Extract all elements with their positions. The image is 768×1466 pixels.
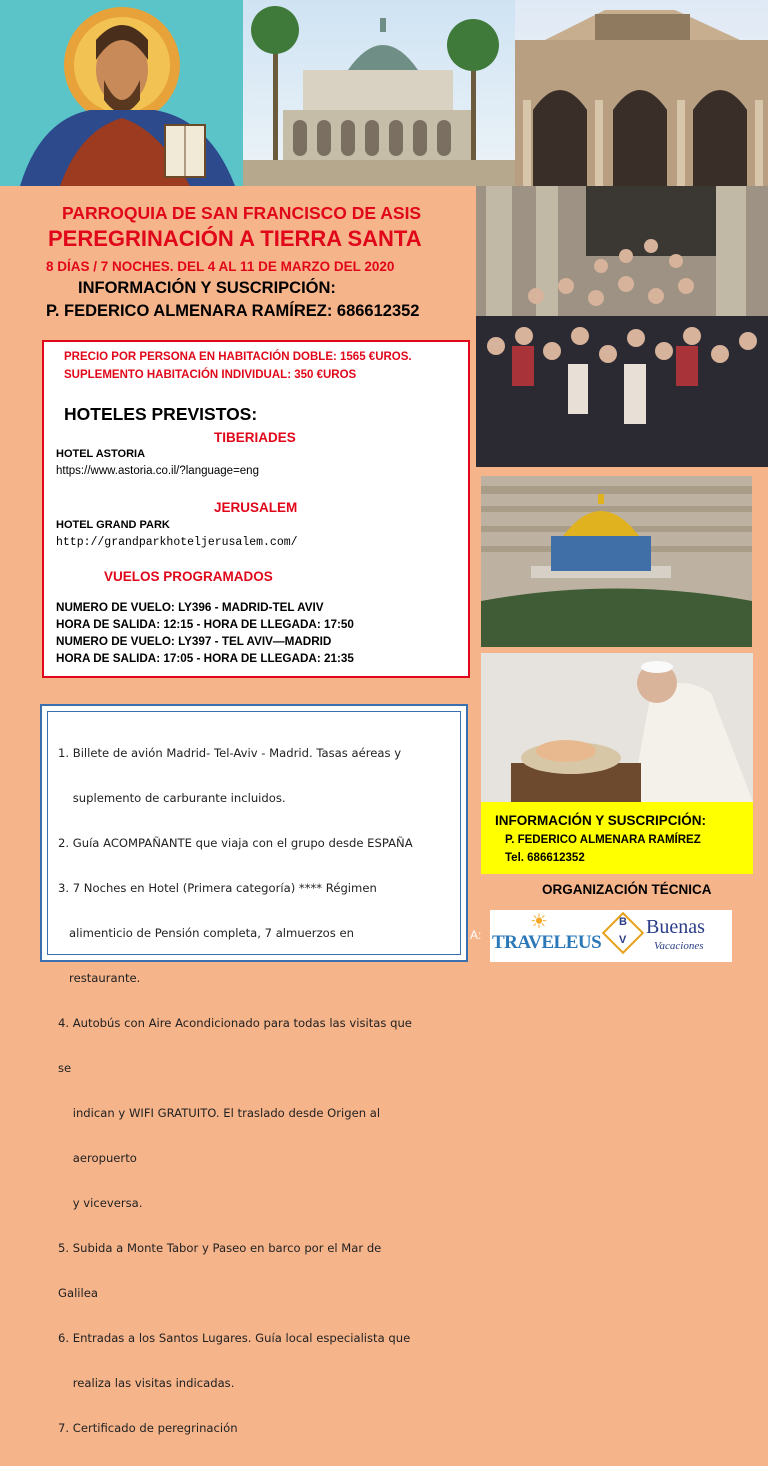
pope-nativity-photo bbox=[481, 653, 753, 802]
traveleus-logo bbox=[492, 912, 602, 960]
sun-icon: ☀ bbox=[530, 911, 548, 933]
include-line: Galilea bbox=[58, 1286, 98, 1300]
include-line: 5. Subida a Monte Tabor y Paseo en barco por el Mar de bbox=[58, 1241, 382, 1255]
price-single-supplement: SUPLEMENTO HABITACIÓN INDIVIDUAL: 350 €UROS bbox=[64, 369, 357, 381]
include-line: 1. Billete de avión Madrid- Tel-Aviv - Madrid. Tasas aéreas y bbox=[58, 746, 402, 760]
pilgrim-group-photo bbox=[476, 186, 768, 467]
christ-icon-photo bbox=[0, 0, 243, 186]
jerusalem-dome-photo bbox=[481, 476, 752, 647]
parish-name: PARROQUIA DE SAN FRANCISCO DE ASIS bbox=[62, 203, 422, 223]
traveleus-wordmark: TRAVELEUS bbox=[492, 932, 602, 953]
flights-list bbox=[56, 599, 354, 667]
includes-list bbox=[58, 716, 462, 1435]
city-tiberiades: TIBERIADES bbox=[214, 430, 296, 445]
hotels-heading: HOTELES PREVISTOS: bbox=[64, 404, 258, 424]
contact-line: P. FEDERICO ALMENARA RAMÍREZ: 686612352 bbox=[46, 302, 420, 320]
include-line: aeropuerto bbox=[58, 1151, 137, 1165]
trip-dates: 8 DÍAS / 7 NOCHES. DEL 4 AL 11 DE MARZO DEL 2020 bbox=[46, 259, 395, 274]
vacaciones-wordmark: Vacaciones bbox=[654, 940, 704, 952]
contact-info-box bbox=[481, 802, 753, 874]
hotel-astoria-link[interactable]: https://www.astoria.co.il/?language=eng bbox=[56, 465, 259, 477]
includes-box bbox=[40, 704, 468, 1435]
contact-info-name: P. FEDERICO ALMENARA RAMÍREZ bbox=[505, 834, 701, 846]
church-beatitudes-photo bbox=[243, 0, 515, 186]
include-line: 7. Certificado de peregrinación bbox=[58, 1421, 238, 1435]
buenas-wordmark: Buenas bbox=[646, 916, 705, 938]
page-title: PEREGRINACIÓN A TIERRA SANTA bbox=[48, 226, 422, 251]
trip-details-box bbox=[42, 340, 470, 678]
flight-line: NUMERO DE VUELO: LY396 - MADRID-TEL AVIV bbox=[56, 601, 324, 614]
include-line: se bbox=[58, 1061, 72, 1075]
flight-line: HORA DE SALIDA: 12:15 - HORA DE LLEGADA: 17:50 bbox=[56, 618, 354, 631]
basilica-agony-photo bbox=[515, 0, 768, 186]
include-line: y viceversa. bbox=[58, 1196, 143, 1210]
include-line: restaurante. bbox=[58, 971, 141, 985]
include-line: indican y WIFI GRATUITO. El traslado desde Origen al bbox=[58, 1106, 381, 1120]
city-jerusalem: JERUSALEM bbox=[214, 500, 298, 515]
hotel-grand-park-link[interactable]: http://grandparkhoteljerusalem.com/ bbox=[56, 536, 298, 549]
flights-heading: VUELOS PROGRAMADOS bbox=[104, 569, 273, 584]
stray-mark: A: bbox=[470, 928, 482, 942]
contact-info-phone: Tel. 686612352 bbox=[505, 852, 585, 864]
bv-mark-v: V bbox=[619, 934, 627, 946]
include-line: suplemento de carburante incluidos. bbox=[58, 791, 286, 805]
flight-line: HORA DE SALIDA: 17:05 - HORA DE LLEGADA: 21:35 bbox=[56, 652, 354, 665]
flight-line: NUMERO DE VUELO: LY397 - TEL AVIV—MADRID bbox=[56, 635, 332, 648]
organization-heading: ORGANIZACIÓN TÉCNICA bbox=[542, 882, 712, 897]
hotel-astoria-name: HOTEL ASTORIA bbox=[56, 448, 146, 460]
logos-panel bbox=[490, 910, 732, 962]
include-line: 6. Entradas a los Santos Lugares. Guía local especialista que bbox=[58, 1331, 411, 1345]
bv-mark-b: B bbox=[619, 916, 627, 928]
include-line: 4. Autobús con Aire Acondicionado para todas las visitas que bbox=[58, 1016, 412, 1030]
include-line: alimenticio de Pensión completa, 7 almuerzos en bbox=[58, 926, 354, 940]
contact-info-heading: INFORMACIÓN Y SUSCRIPCIÓN: bbox=[495, 813, 707, 828]
hotel-grand-park-name: HOTEL GRAND PARK bbox=[56, 519, 170, 531]
include-line: 3. 7 Noches en Hotel (Primera categoría) **** Régimen bbox=[58, 881, 377, 895]
price-double: PRECIO POR PERSONA EN HABITACIÓN DOBLE: 1565 €UROS. bbox=[64, 351, 412, 363]
info-heading: INFORMACIÓN Y SUSCRIPCIÓN: bbox=[78, 279, 336, 297]
buenas-vacaciones-logo bbox=[602, 912, 730, 960]
include-line: 2. Guía ACOMPAÑANTE que viaja con el grupo desde ESPAÑA bbox=[58, 836, 413, 850]
include-line: realiza las visitas indicadas. bbox=[58, 1376, 235, 1390]
